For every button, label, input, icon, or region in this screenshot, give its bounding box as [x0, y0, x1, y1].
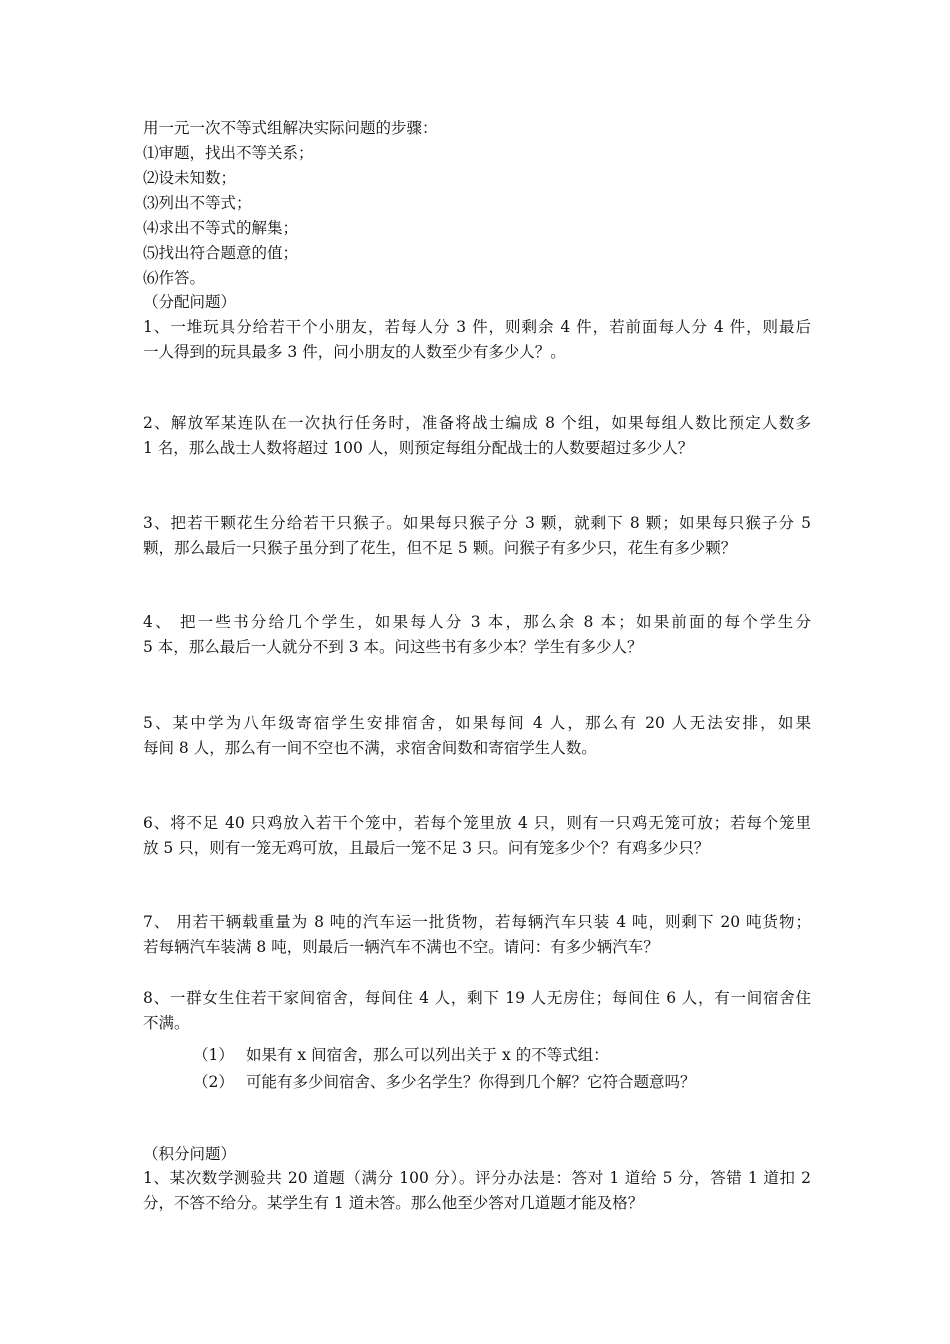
- intro-step-6: ⑹作答。: [143, 269, 206, 287]
- problem-4-line-1: 4、 把一些书分给几个学生，如果每人分 3 本，那么余 8 本；如果前面的每个学生分: [143, 613, 811, 631]
- problem-3-line-1: 3、把若干颗花生分给若干只猴子。如果每只猴子分 3 颗，就剩下 8 颗；如果每只猴子分 5: [143, 514, 811, 532]
- problem-6-line-1: 6、将不足 40 只鸡放入若干个笼中，若每个笼里放 4 只，则有一只鸡无笼可放；若每个笼里: [143, 814, 811, 832]
- intro-step-1: ⑴审题，找出不等关系；: [143, 144, 314, 162]
- section-heading-score: （积分问题）: [143, 1145, 237, 1163]
- intro-step-3: ⑶列出不等式；: [143, 194, 252, 212]
- problem-7-line-2: 若每辆汽车装满 8 吨，则最后一辆汽车不满也不空。请问：有多少辆汽车？: [143, 938, 659, 956]
- section-heading-distribution: （分配问题）: [143, 293, 237, 311]
- problem-1-line-1: 1、一堆玩具分给若干个小朋友，若每人分 3 件，则剩余 4 件，若前面每人分 4 件，则最后: [143, 318, 811, 336]
- problem-5-line-1: 5、某中学为八年级寄宿学生安排宿舍，如果每间 4 人，那么有 20 人无法安排，如果: [143, 714, 811, 732]
- problem-1-line-2: 一人得到的玩具最多 3 件，问小朋友的人数至少有多少人？。: [143, 343, 566, 361]
- problem-7-line-1: 7、 用若干辆载重量为 8 吨的汽车运一批货物，若每辆汽车只装 4 吨，则剩下 20 吨货物；: [143, 913, 811, 931]
- problem-2-line-2: 1 名，那么战士人数将超过 100 人，则预定每组分配战士的人数要超过多少人？: [143, 439, 694, 457]
- score-problem-1-line-2: 分，不答不给分。某学生有 1 道未答。那么他至少答对几道题才能及格？: [143, 1194, 644, 1212]
- intro-step-2: ⑵设未知数；: [143, 169, 237, 187]
- problem-8-line-1: 8、一群女生住若干家间宿舍，每间住 4 人，剩下 19 人无房住；每间住 6 人，有一间宿舍住: [143, 989, 811, 1007]
- problem-8-sub-1-text: 如果有 x 间宿舍，那么可以列出关于 x 的不等式组：: [246, 1046, 609, 1064]
- intro-step-4: ⑷求出不等式的解集；: [143, 219, 299, 237]
- problem-6-line-2: 放 5 只，则有一笼无鸡可放，且最后一笼不足 3 只。问有笼多少个？有鸡多少只？: [143, 839, 710, 857]
- score-problem-1-line-1: 1、某次数学测验共 20 道题（满分 100 分）。评分办法是：答对 1 道给 5 分，答错 1 道扣 2: [143, 1169, 811, 1187]
- problem-4-line-2: 5 本，那么最后一人就分不到 3 本。问这些书有多少本？学生有多少人？: [143, 638, 643, 656]
- problem-3-line-2: 颗，那么最后一只猴子虽分到了花生，但不足 5 颗。问猴子有多少只，花生有多少颗？: [143, 539, 737, 557]
- intro-step-5: ⑸找出符合题意的值；: [143, 244, 299, 262]
- problem-5-line-2: 每间 8 人，那么有一间不空也不满，求宿舍间数和寄宿学生人数。: [143, 739, 597, 757]
- intro-title: 用一元一次不等式组解决实际问题的步骤：: [143, 119, 438, 137]
- problem-8-line-2: 不满。: [143, 1014, 190, 1032]
- problem-2-line-1: 2、解放军某连队在一次执行任务时，准备将战士编成 8 个组，如果每组人数比预定人数多: [143, 414, 811, 432]
- problem-8-sub-2-number: （2）: [193, 1073, 234, 1091]
- problem-8-sub-2-text: 可能有多少间宿舍、多少名学生？你得到几个解？它符合题意吗？: [246, 1073, 696, 1091]
- problem-8-sub-1-number: （1）: [193, 1046, 234, 1064]
